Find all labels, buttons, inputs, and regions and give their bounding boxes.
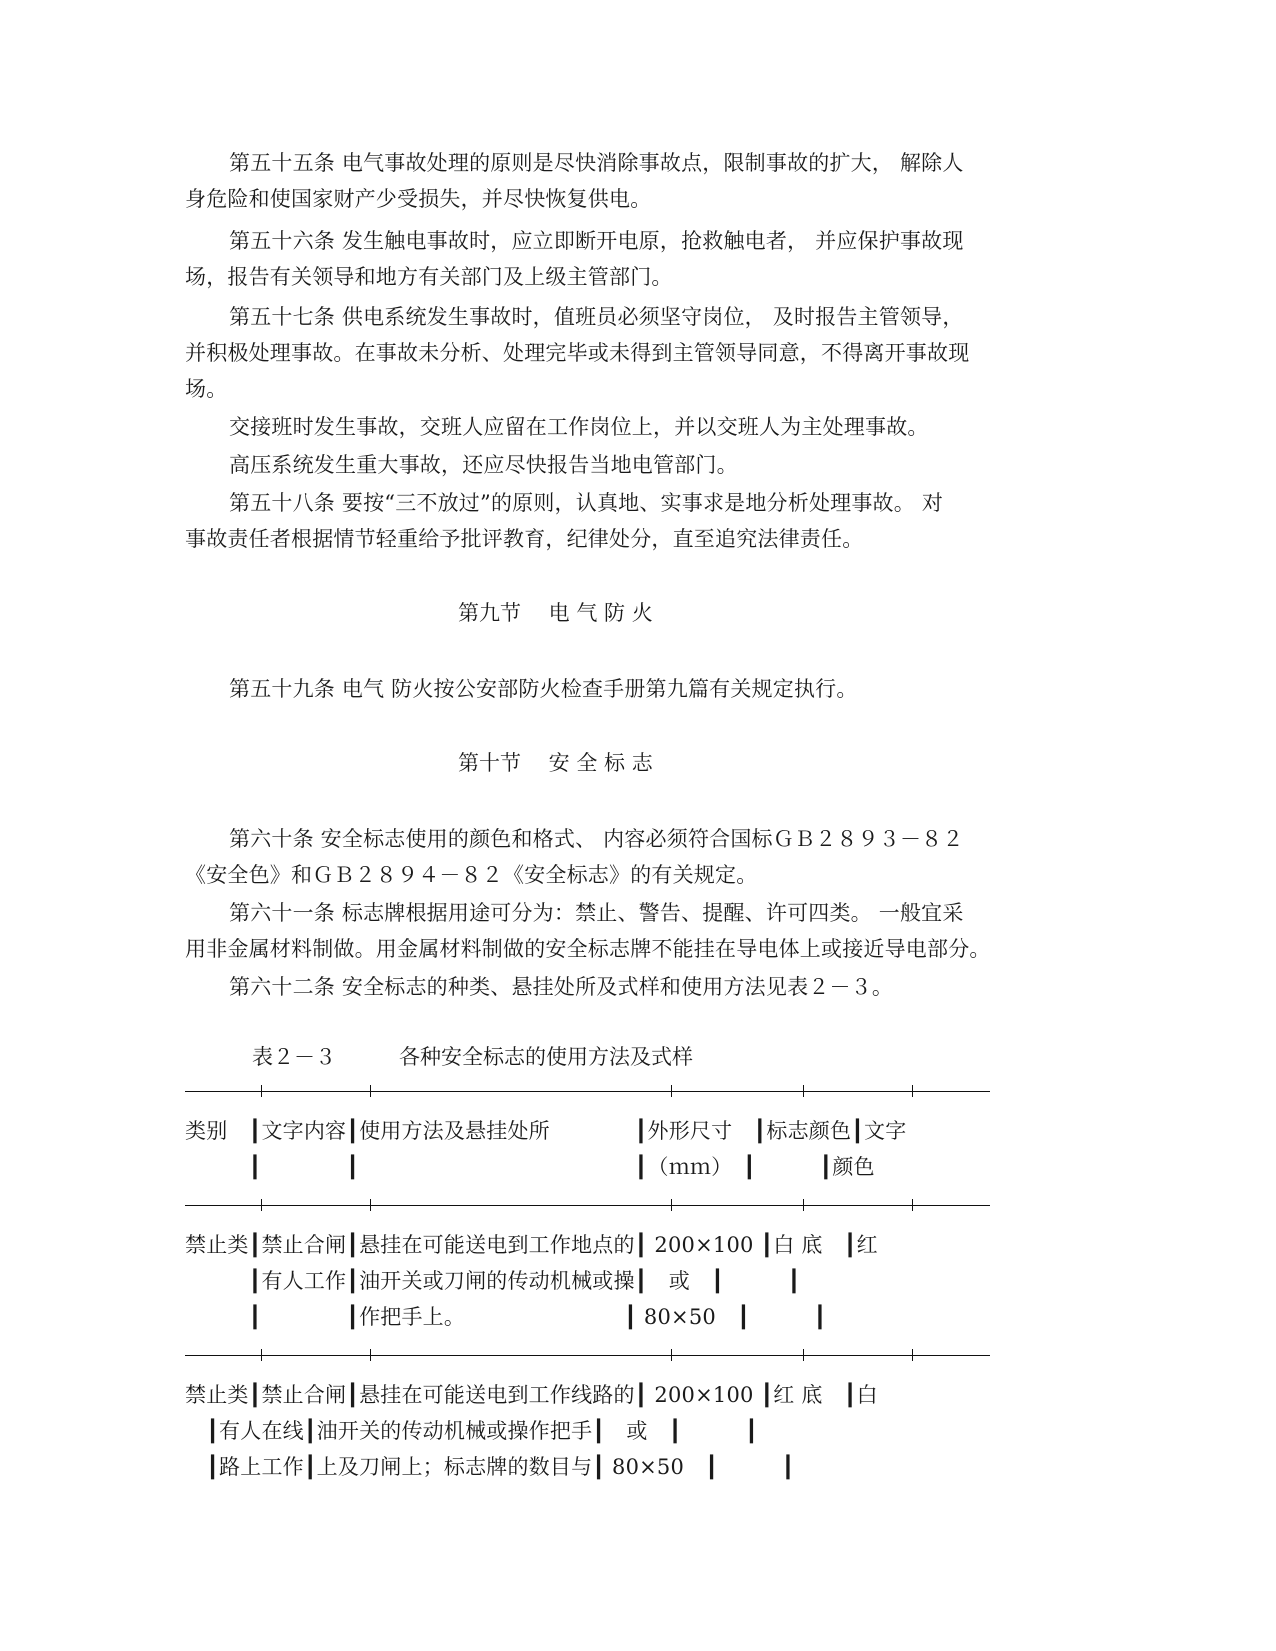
table-rule xyxy=(185,1205,990,1206)
paragraph-line: 第六十一条 标志牌根据用途可分为：禁止、警告、提醒、许可四类。 一般宜采 xyxy=(229,901,964,925)
table-row: ┃有人工作┃油开关或刀闸的传动机械或操┃ 或 ┃ ┃ xyxy=(185,1269,801,1293)
table-rule-tick xyxy=(261,1349,262,1361)
table-rule-tick xyxy=(803,1199,804,1211)
table-rule-tick xyxy=(370,1349,371,1361)
paragraph-line: 第六十条 安全标志使用的颜色和格式、 内容必须符合国标ＧＢ２８９３－８２ xyxy=(229,827,964,851)
table-rule-tick xyxy=(370,1085,371,1097)
table-row: 禁止类┃禁止合闸┃悬挂在可能送电到工作地点的┃ 200×100 ┃白 底 ┃红 xyxy=(185,1233,878,1257)
table-rule-tick xyxy=(912,1199,913,1211)
table-rule-tick xyxy=(370,1199,371,1211)
table-rule xyxy=(185,1355,990,1356)
section-title: 第十节 安 全 标 志 xyxy=(458,751,653,775)
paragraph-line: 事故责任者根据情节轻重给予批评教育，纪律处分，直至追究法律责任。 xyxy=(185,527,864,551)
table-row: ┃ ┃ ┃（ｍｍ） ┃ ┃颜色 xyxy=(185,1155,875,1179)
paragraph-line: 并积极处理事故。在事故未分析、处理完毕或未得到主管领导同意，不得离开事故现 xyxy=(185,341,970,365)
table-rule-tick xyxy=(803,1349,804,1361)
paragraph-line: 高压系统发生重大事故，还应尽快报告当地电管部门。 xyxy=(229,453,738,477)
paragraph-line: 第五十六条 发生触电事故时，应立即断开电原，抢救触电者， 并应保护事故现 xyxy=(229,229,964,253)
paragraph-line: 第六十二条 安全标志的种类、悬挂处所及式样和使用方法见表２－３。 xyxy=(229,975,894,999)
paragraph-line: 场。 xyxy=(185,377,228,401)
table-rule-tick xyxy=(261,1199,262,1211)
table-rule-tick xyxy=(261,1085,262,1097)
table-row: 类别 ┃文字内容┃使用方法及悬挂处所 ┃外形尺寸 ┃标志颜色┃文字 xyxy=(185,1119,907,1143)
table-rule-tick xyxy=(671,1349,672,1361)
table-row: ┃有人在线┃油开关的传动机械或操作把手┃ 或 ┃ ┃ xyxy=(185,1419,759,1443)
table-rule-tick xyxy=(803,1085,804,1097)
table-rule-tick xyxy=(671,1085,672,1097)
paragraph-line: 《安全色》和ＧＢ２８９４－８２《安全标志》的有关规定。 xyxy=(185,863,758,887)
table-row: 禁止类┃禁止合闸┃悬挂在可能送电到工作线路的┃ 200×100 ┃红 底 ┃白 xyxy=(185,1383,878,1407)
table-rule-tick xyxy=(671,1199,672,1211)
paragraph-line: 身危险和使国家财产少受损失，并尽快恢复供电。 xyxy=(185,187,652,211)
table-row: ┃路上工作┃上及刀闸上；标志牌的数目与┃ 80×50 ┃ ┃ xyxy=(185,1455,795,1479)
section-title: 第九节 电 气 防 火 xyxy=(458,601,653,625)
paragraph-line: 交接班时发生事故，交班人应留在工作岗位上，并以交班人为主处理事故。 xyxy=(229,415,929,439)
paragraph-line: 用非金属材料制做。用金属材料制做的安全标志牌不能挂在导电体上或接近导电部分。 xyxy=(185,937,991,961)
table-row: ┃ ┃作把手上。 ┃ 80×50 ┃ ┃ xyxy=(185,1305,827,1329)
table-rule xyxy=(185,1091,990,1092)
table-caption: 表２－３ 各种安全标志的使用方法及式样 xyxy=(252,1045,693,1069)
paragraph-line: 场，报告有关领导和地方有关部门及上级主管部门。 xyxy=(185,265,673,289)
paragraph-line: 第五十七条 供电系统发生事故时，值班员必须坚守岗位， 及时报告主管领导， xyxy=(229,305,964,329)
table-rule-tick xyxy=(912,1085,913,1097)
paragraph-line: 第五十八条 要按“三不放过”的原则，认真地、实事求是地分析处理事故。 对 xyxy=(229,491,944,515)
paragraph-line: 第五十九条 电气 防火按公安部防火检查手册第九篇有关规定执行。 xyxy=(229,677,858,701)
paragraph-line: 第五十五条 电气事故处理的原则是尽快消除事故点，限制事故的扩大， 解除人 xyxy=(229,151,964,175)
table-rule-tick xyxy=(912,1349,913,1361)
